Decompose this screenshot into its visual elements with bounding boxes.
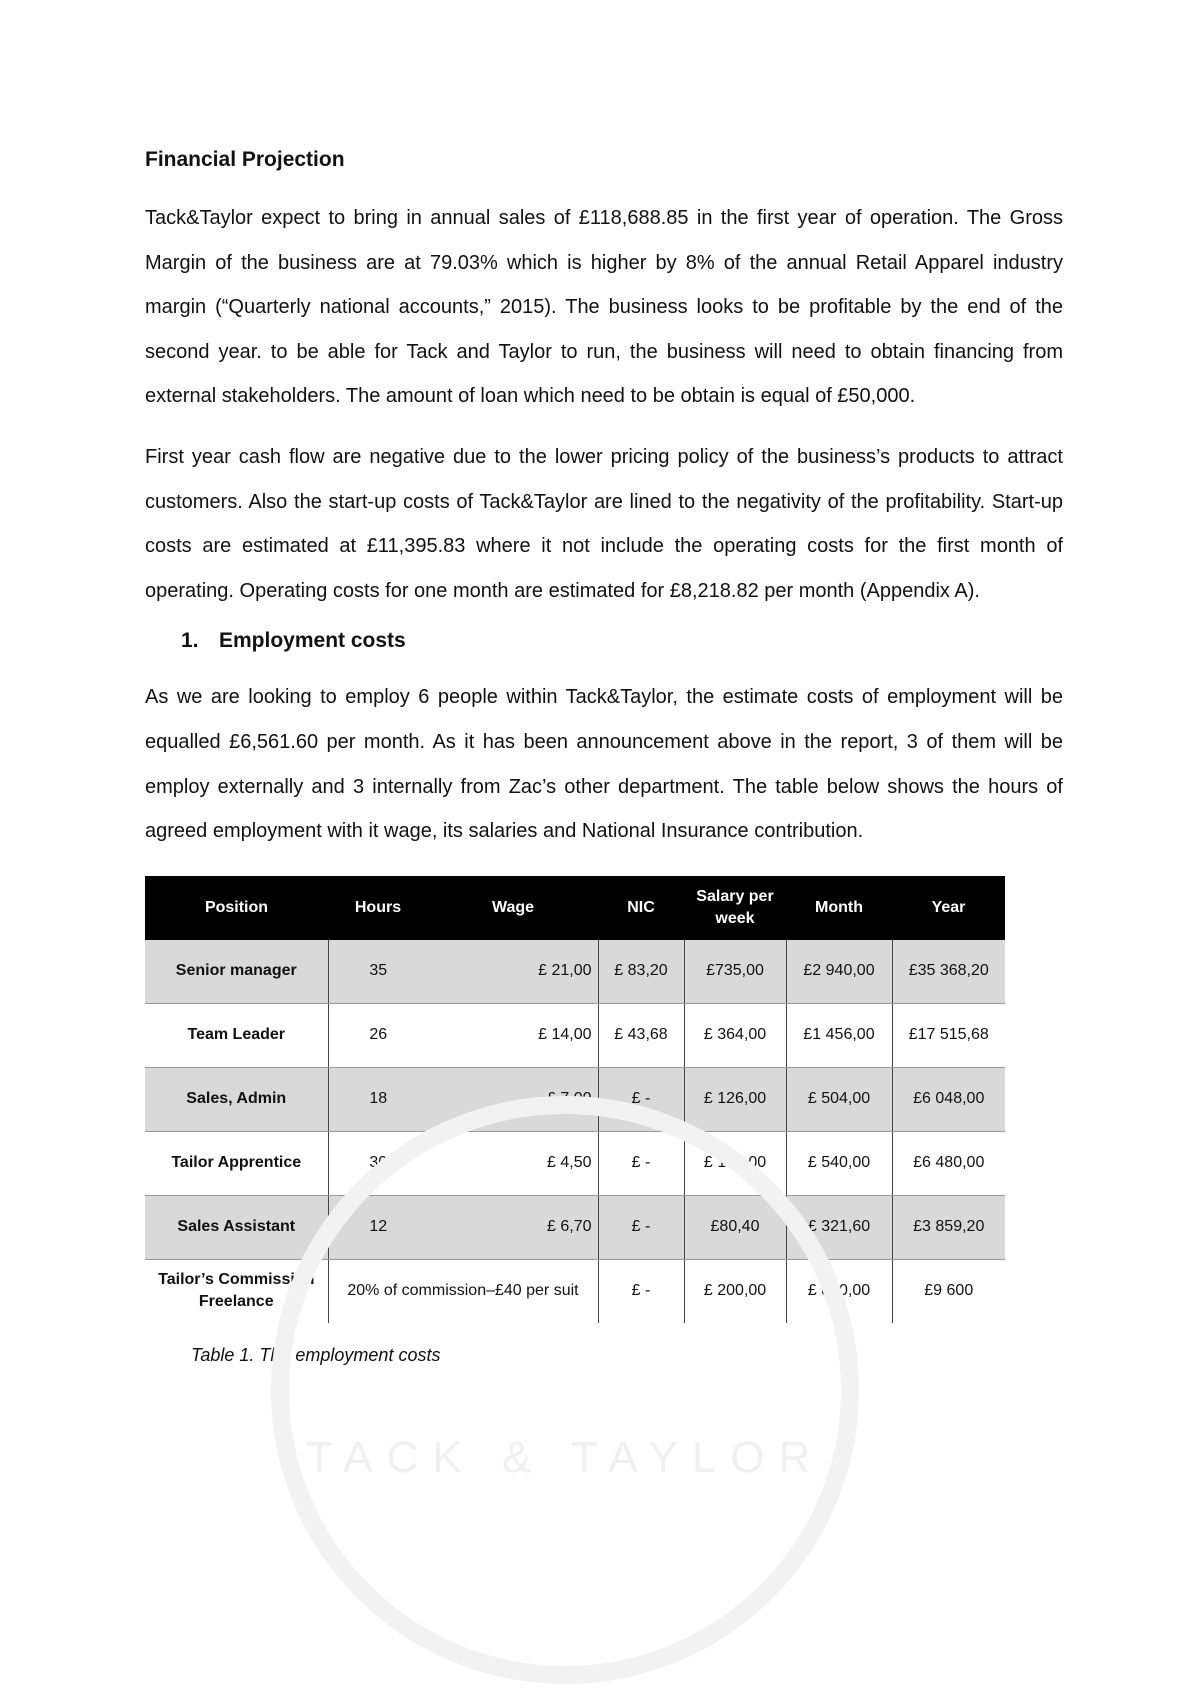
cell-nic: £ - bbox=[598, 1259, 684, 1323]
cell-wage: £ 4,50 bbox=[428, 1131, 598, 1195]
cell-month: £1 456,00 bbox=[786, 1003, 892, 1067]
document-page bbox=[145, 140, 1063, 1366]
cell-salary: £735,00 bbox=[684, 940, 786, 1004]
cell-month: £ 540,00 bbox=[786, 1131, 892, 1195]
cell-position: Tailor’s Commission Freelance bbox=[145, 1259, 328, 1323]
paragraph-employment: As we are looking to employ 6 people within Tack&Taylor, the estimate costs of employment will be equalled £6,561.60 per month. As it has been announcement above in the report, 3 of them will be employ externally and 3 internally from Zac’s other department. The table below shows the hours of agreed employment with it wage, its salaries and National Insurance contribution. bbox=[145, 686, 1063, 843]
header-year: Year bbox=[892, 876, 1005, 940]
table-row bbox=[145, 1195, 1005, 1259]
cell-hours: 18 bbox=[328, 1067, 428, 1131]
cell-hours: 30 bbox=[328, 1131, 428, 1195]
cell-month: £2 940,00 bbox=[786, 940, 892, 1004]
employment-table bbox=[145, 876, 1005, 1323]
cell-hours: 26 bbox=[328, 1003, 428, 1067]
cell-month: £ 800,00 bbox=[786, 1259, 892, 1323]
table-header-row bbox=[145, 876, 1005, 940]
cell-salary: £ 135,00 bbox=[684, 1131, 786, 1195]
table-row bbox=[145, 1131, 1005, 1195]
cell-position: Senior manager bbox=[145, 940, 328, 1004]
cell-nic: £ 43,68 bbox=[598, 1003, 684, 1067]
header-salary: Salary per week bbox=[684, 876, 786, 940]
cell-month: £ 321,60 bbox=[786, 1195, 892, 1259]
cell-wage: £ 7,00 bbox=[428, 1067, 598, 1131]
cell-year: £17 515,68 bbox=[892, 1003, 1005, 1067]
employment-table-wrap bbox=[145, 876, 1005, 1323]
cell-year: £35 368,20 bbox=[892, 940, 1005, 1004]
page-heading: Financial Projection bbox=[145, 148, 345, 171]
cell-wage: £ 6,70 bbox=[428, 1195, 598, 1259]
cell-month: £ 504,00 bbox=[786, 1067, 892, 1131]
paragraph-cash-flow: First year cash flow are negative due to the lower pricing policy of the business’s products to attract customers. Also the start-up costs of Tack&Taylor are lined to the negativity of the profitability. Start-up costs are estimated at £11,395.83 where it not include the operating costs for the first month of operating. Operating costs for one month are estimated for £8,218.82 per month (Appendix A). bbox=[145, 445, 1063, 602]
header-hours: Hours bbox=[328, 876, 428, 940]
section-number: 1. bbox=[181, 629, 199, 653]
section-title: Employment costs bbox=[219, 629, 406, 653]
section-heading bbox=[145, 629, 1063, 653]
header-wage: Wage bbox=[428, 876, 598, 940]
cell-position: Tailor Apprentice bbox=[145, 1131, 328, 1195]
cell-year: £9 600 bbox=[892, 1259, 1005, 1323]
cell-salary: £80,40 bbox=[684, 1195, 786, 1259]
cell-salary: £ 126,00 bbox=[684, 1067, 786, 1131]
cell-wage: £ 21,00 bbox=[428, 940, 598, 1004]
table-row bbox=[145, 1003, 1005, 1067]
cell-nic: £ 83,20 bbox=[598, 940, 684, 1004]
cell-position: Team Leader bbox=[145, 1003, 328, 1067]
cell-year: £3 859,20 bbox=[892, 1195, 1005, 1259]
cell-nic: £ - bbox=[598, 1131, 684, 1195]
cell-wage: £ 14,00 bbox=[428, 1003, 598, 1067]
header-month: Month bbox=[786, 876, 892, 940]
cell-hours-wage: 20% of commission–£40 per suit bbox=[328, 1259, 598, 1323]
cell-year: £6 480,00 bbox=[892, 1131, 1005, 1195]
paragraph-sales: Tack&Taylor expect to bring in annual sales of £118,688.85 in the first year of operation. The Gross Margin of the business are at 79.03% which is higher by 8% of the annual Retail Apparel industry margin (“Quarterly national accounts,” 2015). The business looks to be profitable by the end of the second year. to be able for Tack and Taylor to run, the business will need to obtain financing from external stakeholders. The amount of loan which need to be obtain is equal of £50,000. bbox=[145, 207, 1063, 408]
cell-salary: £ 364,00 bbox=[684, 1003, 786, 1067]
header-position: Position bbox=[145, 876, 328, 940]
header-nic: NIC bbox=[598, 876, 684, 940]
cell-nic: £ - bbox=[598, 1195, 684, 1259]
cell-hours: 12 bbox=[328, 1195, 428, 1259]
cell-nic: £ - bbox=[598, 1067, 684, 1131]
cell-position: Sales, Admin bbox=[145, 1067, 328, 1131]
table-row bbox=[145, 1259, 1005, 1323]
cell-salary: £ 200,00 bbox=[684, 1259, 786, 1323]
table-row bbox=[145, 940, 1005, 1004]
watermark-text: TACK & TAYLOR bbox=[305, 1433, 825, 1482]
table-row bbox=[145, 1067, 1005, 1131]
cell-hours: 35 bbox=[328, 940, 428, 1004]
table-caption: Table 1. The employment costs bbox=[191, 1344, 441, 1365]
cell-position: Sales Assistant bbox=[145, 1195, 328, 1259]
cell-year: £6 048,00 bbox=[892, 1067, 1005, 1131]
